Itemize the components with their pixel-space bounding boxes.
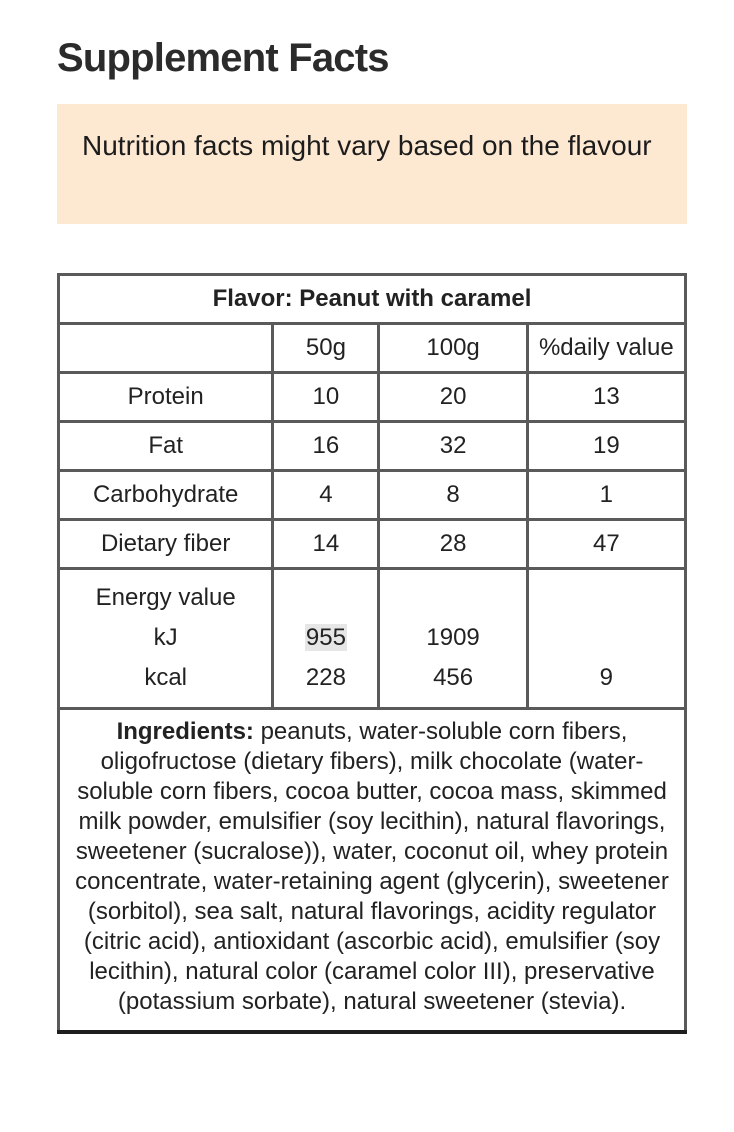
table-header-row	[59, 324, 686, 373]
kcal-100g-value: 456	[433, 663, 474, 691]
row-label: Protein	[59, 373, 273, 422]
value-daily: 47	[527, 520, 685, 569]
value-50g: 14	[273, 520, 379, 569]
header-50g: 50g	[273, 324, 379, 373]
row-label: Fat	[59, 422, 273, 471]
table-row	[59, 422, 686, 471]
value-100g: 32	[379, 422, 527, 471]
kcal-label: kcal	[144, 663, 187, 691]
row-label: Dietary fiber	[59, 520, 273, 569]
page-title: Supplement Facts	[57, 36, 389, 80]
kcal-50g-value: 228	[305, 663, 346, 691]
value-100g: 28	[379, 520, 527, 569]
ingredients-text: peanuts, water-soluble corn fibers, oligofructose (dietary fibers), milk chocolate (water-soluble corn fibers, cocoa butter, cocoa mass, skimmed milk powder, emulsifier (soy lecithin), natural flavorings, sweetener (sucralose)), water, coconut oil, whey protein concentrate, water-retaining agent (glycerin), sweetener (sorbitol), sea salt, natural flavorings, acidity regulator (citric acid), antioxidant (ascorbic acid), emulsifier (soy lecithin), natural color (caramel color III), preservative (potassium sorbate), natural sweetener (stevia).	[75, 718, 669, 1015]
value-daily: 19	[527, 422, 685, 471]
energy-row	[59, 569, 686, 709]
energy-label-cell	[59, 569, 273, 709]
value-100g: 8	[379, 471, 527, 520]
supplement-facts-table	[57, 273, 687, 1034]
value-daily: 13	[527, 373, 685, 422]
energy-value-label: Energy value	[95, 583, 236, 611]
kj-50g-value: 955	[305, 623, 346, 651]
ingredients-row	[59, 709, 686, 1033]
header-blank-cell	[59, 324, 273, 373]
ingredients-cell	[59, 709, 686, 1033]
flavor-heading: Flavor: Peanut with caramel	[59, 275, 686, 324]
header-daily-value: %daily value	[527, 324, 685, 373]
table-row	[59, 520, 686, 569]
kcal-daily-value: 9	[599, 663, 614, 691]
energy-100g-cell	[379, 569, 527, 709]
flavour-notice: Nutrition facts might vary based on the flavour	[57, 104, 687, 224]
table-row	[59, 373, 686, 422]
header-100g: 100g	[379, 324, 527, 373]
row-label: Carbohydrate	[59, 471, 273, 520]
value-50g: 16	[273, 422, 379, 471]
value-100g: 20	[379, 373, 527, 422]
value-daily: 1	[527, 471, 685, 520]
value-50g: 4	[273, 471, 379, 520]
value-50g: 10	[273, 373, 379, 422]
kj-label: kJ	[153, 623, 178, 651]
table-row	[59, 471, 686, 520]
energy-50g-cell	[273, 569, 379, 709]
energy-daily-cell	[527, 569, 685, 709]
kj-100g-value: 1909	[426, 623, 480, 651]
ingredients-label: Ingredients:	[116, 718, 254, 745]
